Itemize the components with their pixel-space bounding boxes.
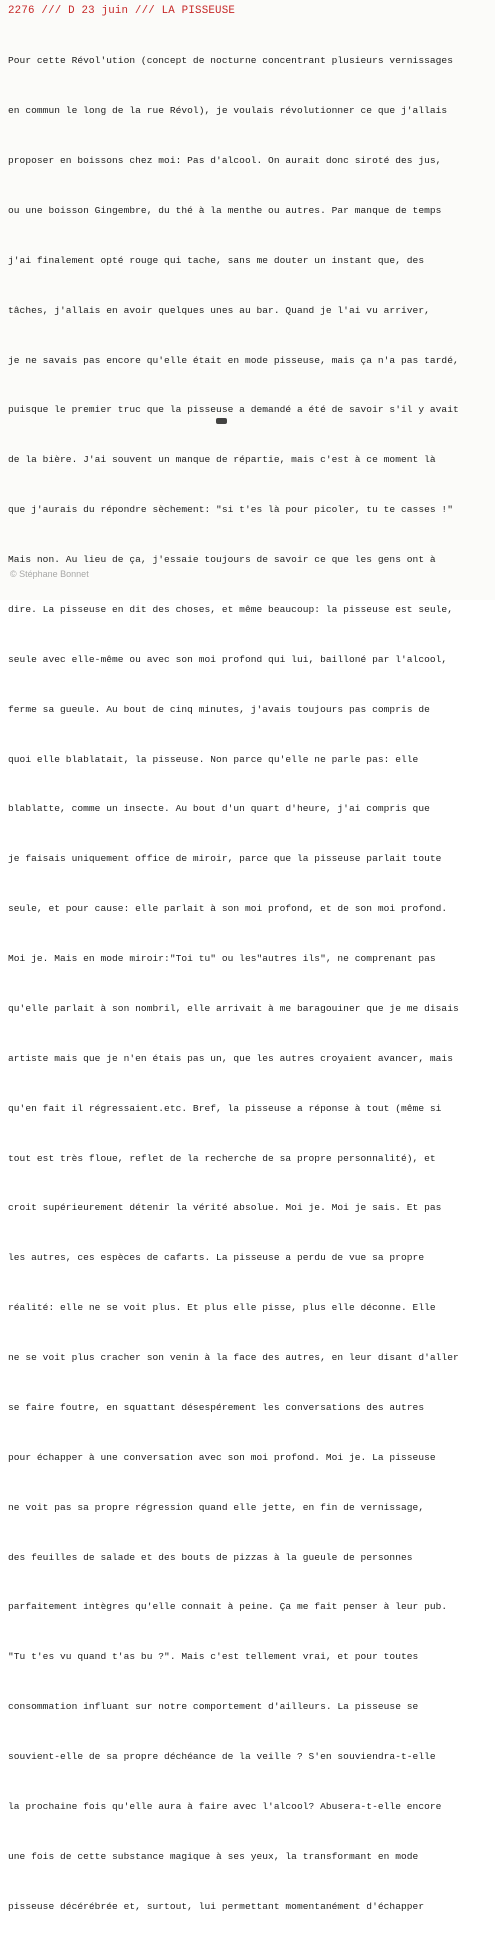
ink-smudge (216, 418, 227, 424)
text-line-17: je faisais uniquement office de miroir, parce que la pisseuse parlait toute (8, 853, 442, 865)
text-line-19: Moi je. Mais en mode miroir:"Toi tu" ou les"autres ils", ne comprenant pas (8, 953, 436, 964)
text-line-27: ne se voit plus cracher son venin à la face des autres, en leur disant d'aller (8, 1352, 459, 1363)
text-line-20: qu'elle parlait à son nombril, elle arrivait à me baragouiner que je me disais (8, 1002, 459, 1014)
text-line-34: consommation influant sur notre comportement d'ailleurs. La pisseuse se (8, 1701, 419, 1713)
text-line-25: les autres, ces espèces de cafarts. La pisseuse a perdu de vue sa propre (8, 1252, 425, 1264)
text-line-28: se faire foutre, en squattant désespérement les conversations des autres (8, 1401, 425, 1413)
text-line-26: réalité: elle ne se voit plus. Et plus elle pisse, plus elle déconne. Elle (8, 1302, 436, 1314)
text-line-2: en commun le long de la rue Révol), je voulais révolutionner ce que j'allais (8, 105, 448, 117)
text-line-22: qu'en fait il régressaient.etc. Bref, la pisseuse a réponse à tout (même si (8, 1102, 442, 1114)
text-line-15: quoi elle blablatait, la pisseuse. Non parce qu'elle ne parle pas: elle (8, 753, 419, 765)
text-line-16: blablatte, comme un insecte. Au bout d'un quart d'heure, j'ai compris que (8, 803, 430, 815)
text-line-14: ferme sa gueule. Au bout de cinq minutes, j'avais toujours pas compris de (8, 703, 430, 715)
text-line-24: croit supérieurement détenir la vérité absolue. Moi je. Moi je sais. Et pas (8, 1202, 442, 1214)
entry-header: 2276 /// D 23 juin /// LA PISSEUSE (8, 5, 236, 17)
text-line-31: des feuilles de salade et des bouts de pizzas à la gueule de personnes (8, 1551, 413, 1563)
text-line-6: tâches, j'allais en avoir quelques unes au bar. Quand je l'ai vu arriver, (8, 304, 430, 316)
text-line-18: seule, et pour cause: elle parlait à son moi profond, et de son moi profond. (8, 903, 448, 915)
text-line-5: j'ai finalement opté rouge qui tache, sans me douter un instant que, des (8, 254, 425, 266)
typed-text-body (8, 20, 490, 1949)
text-line-1: Pour cette Révol'ution (concept de nocturne concentrant plusieurs vernissages (8, 55, 453, 67)
text-line-13: seule avec elle-même ou avec son moi profond qui lui, bailloné par l'alcool, (8, 653, 448, 665)
text-line-7: je ne savais pas encore qu'elle était en mode pisseuse, mais ça n'a pas tardé, (8, 354, 459, 366)
text-line-21: artiste mais que je n'en étais pas un, que les autres croyaient avancer, mais (8, 1052, 453, 1064)
text-line-36: la prochaine fois qu'elle aura à faire avec l'alcool? Abusera-t-elle encore (8, 1800, 442, 1812)
text-line-38: pisseuse décérébrée et, surtout, lui permettant momentanément d'échapper (8, 1900, 425, 1912)
text-line-32: parfaitement intègres qu'elle connait à peine. Ça me fait penser à leur pub. (8, 1601, 448, 1613)
text-line-10: que j'aurais du répondre sèchement: "si t'es là pour picoler, tu te casses !" (8, 504, 453, 516)
watermark-text: © Stéphane Bonnet (10, 569, 89, 579)
text-line-37: une fois de cette substance magique à ses yeux, la transformant en mode (8, 1850, 419, 1862)
text-line-30: ne voit pas sa propre régression quand elle jette, en fin de vernissage, (8, 1501, 425, 1513)
text-line-29: pour échapper à une conversation avec son moi profond. Moi je. La pisseuse (8, 1451, 436, 1463)
text-line-8: puisque le premier truc que la pisseuse a demandé a été de savoir s'il y avait (8, 404, 459, 416)
text-line-3: proposer en boissons chez moi: Pas d'alcool. On aurait donc siroté des jus, (8, 155, 442, 166)
text-line-23: tout est très floue, reflet de la recherche de sa propre personnalité), et (8, 1152, 436, 1164)
text-line-11: Mais non. Au lieu de ça, j'essaie toujours de savoir ce que les gens ont à (8, 554, 436, 565)
text-line-4: ou une boisson Gingembre, du thé à la menthe ou autres. Par manque de temps (8, 204, 442, 216)
text-line-12: dire. La pisseuse en dit des choses, et même beaucoup: la pisseuse est seule, (8, 603, 453, 615)
text-line-33: "Tu t'es vu quand t'as bu ?". Mais c'est tellement vrai, et pour toutes (8, 1651, 419, 1663)
text-line-9: de la bière. J'ai souvent un manque de répartie, mais c'est à ce moment là (8, 454, 436, 466)
text-line-35: souvient-elle de sa propre déchéance de la veille ? S'en souviendra-t-elle (8, 1751, 436, 1762)
